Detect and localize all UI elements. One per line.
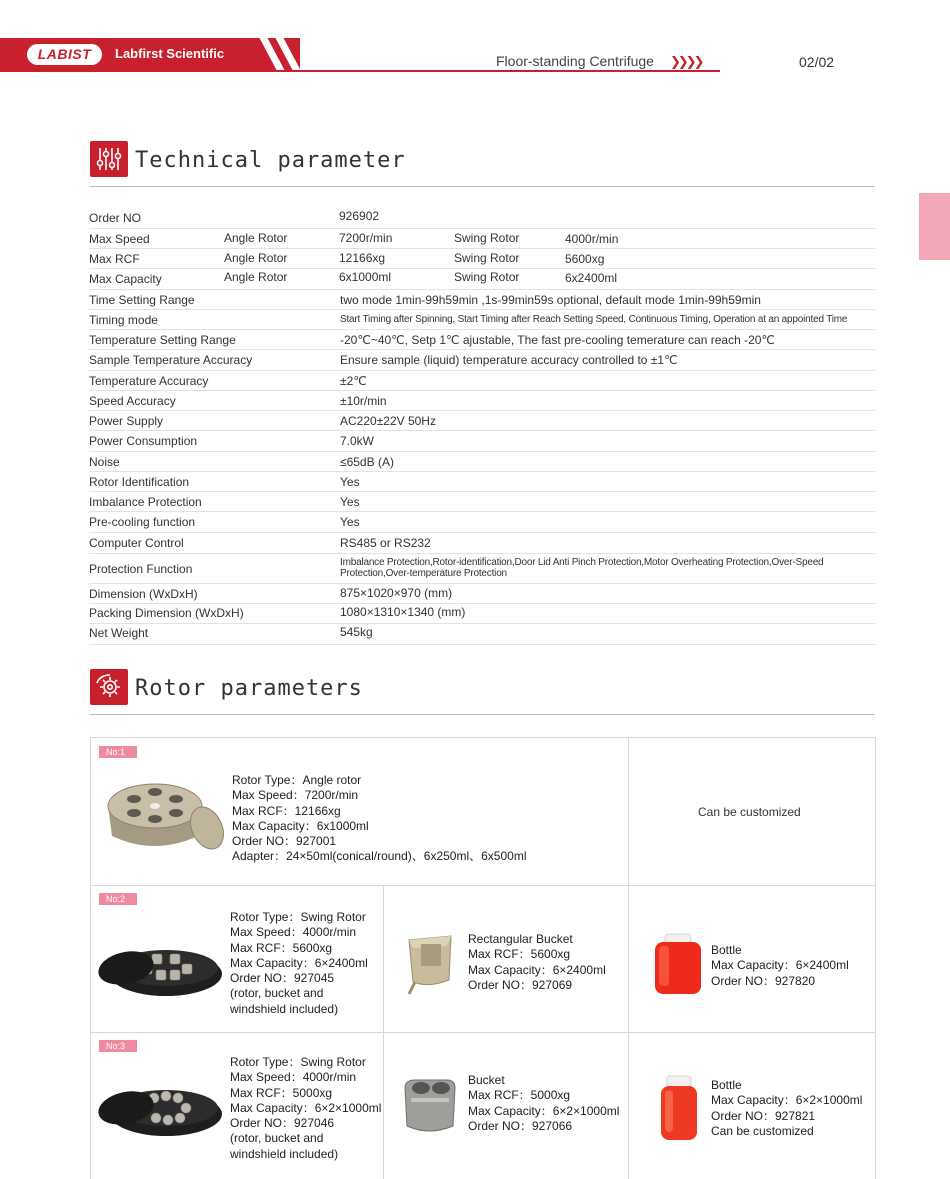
param-label: Net Weight xyxy=(89,626,149,640)
param-value: 12166xg xyxy=(339,251,386,265)
spec-line: Max Speed：4000r/min xyxy=(230,1070,357,1085)
param-label: Protection Function xyxy=(89,562,193,576)
param-row xyxy=(89,431,875,452)
param-value: 7200r/min xyxy=(339,231,393,245)
param-label: Order NO xyxy=(89,211,142,225)
spec-line: Max RCF：5600xg xyxy=(468,947,571,962)
param-label: Temperature Accuracy xyxy=(89,374,209,388)
bottle-specs xyxy=(711,943,849,989)
spec-line: Max Capacity：6×2×1000ml xyxy=(711,1093,863,1108)
spec-line: Max RCF：5000xg xyxy=(468,1088,571,1103)
param-value: 5600xg xyxy=(565,252,605,266)
swing-rotor-image xyxy=(96,938,226,1000)
param-row xyxy=(89,512,875,533)
param-sublabel: Angle Rotor xyxy=(224,270,288,284)
bottle-image xyxy=(651,932,707,996)
param-label: Power Supply xyxy=(89,414,164,428)
bucket-specs xyxy=(468,1073,619,1134)
bucket-image xyxy=(401,1076,459,1138)
brand-logo: LABIST xyxy=(27,44,102,65)
spec-line: Max RCF：5000xg xyxy=(230,1085,333,1100)
angle-rotor-image xyxy=(102,778,226,854)
param-label: Computer Control xyxy=(89,536,184,550)
param-value: 1080×1310×1340 (mm) xyxy=(340,605,466,619)
section-rule xyxy=(90,186,875,187)
document-title: Floor-standing Centrifuge xyxy=(496,53,654,69)
brand-name: Labfirst Scientific xyxy=(115,46,225,61)
param-row xyxy=(89,391,875,411)
section-title-technical: Technical parameter xyxy=(135,148,406,173)
param-row xyxy=(89,604,875,624)
bucket-specs xyxy=(468,932,606,993)
spec-line: Max Speed：7200r/min xyxy=(232,788,359,803)
spec-line: Max Capacity：6×2400ml xyxy=(711,958,849,973)
param-value: 6x1000ml xyxy=(339,270,392,284)
param-row xyxy=(89,350,875,371)
rotor-table-divider xyxy=(383,885,384,1179)
spec-line: Max Capacity：6×2400ml xyxy=(468,962,606,977)
param-label: Dimension (WxDxH) xyxy=(89,587,198,601)
spec-line: Bottle xyxy=(711,943,742,957)
rotor-badge: No:1 xyxy=(99,746,137,758)
param-label: Noise xyxy=(89,455,120,469)
param-value-line: Imbalance Protection,Rotor-identification,Door Lid Anti Pinch Protection,Motor Overheating Protection,Over-Speed xyxy=(340,557,824,568)
spec-line: (rotor, bucket and xyxy=(230,1131,324,1146)
spec-line: Rotor Type：Angle rotor xyxy=(232,773,362,787)
spec-line: windshield included) xyxy=(230,1146,339,1161)
param-sublabel: Angle Rotor xyxy=(224,231,288,245)
section-title-rotor: Rotor parameters xyxy=(135,676,363,701)
param-row xyxy=(89,472,875,492)
param-label: Speed Accuracy xyxy=(89,394,176,408)
param-label: Max RCF xyxy=(89,252,140,266)
param-value: ±10r/min xyxy=(340,394,387,408)
spec-line: (rotor, bucket and xyxy=(230,986,324,1001)
spec-line: Max RCF：5600xg xyxy=(230,940,333,955)
spec-line: Max Capacity：6×2400ml xyxy=(230,955,368,970)
rotor-specs xyxy=(230,910,368,1017)
rotor-badge: No:2 xyxy=(99,893,137,905)
spec-line: Max Capacity：6×2×1000ml xyxy=(230,1100,382,1115)
spec-line: Bucket xyxy=(468,1073,505,1087)
param-value: Yes xyxy=(340,475,360,489)
param-label: Max Speed xyxy=(89,232,150,246)
rotor-table-divider xyxy=(90,885,876,886)
param-value: Yes xyxy=(340,515,360,529)
rotor-badge: No:3 xyxy=(99,1040,137,1052)
spec-line: Max RCF：12166xg xyxy=(232,803,341,818)
param-row xyxy=(89,624,875,645)
param-row xyxy=(89,533,875,554)
param-value: ±2℃ xyxy=(340,374,367,388)
param-value: 6x2400ml xyxy=(565,271,618,285)
param-row-order xyxy=(89,209,875,229)
param-row xyxy=(89,492,875,512)
spec-line: Order NO：927046 xyxy=(230,1116,335,1131)
param-sublabel: Swing Rotor xyxy=(454,270,520,284)
spec-line: Can be customized xyxy=(711,1123,814,1138)
param-label: Timing mode xyxy=(89,313,158,327)
param-sublabel: Swing Rotor xyxy=(454,231,520,245)
param-row xyxy=(89,371,875,391)
param-value: 4000r/min xyxy=(565,232,619,246)
param-label: Power Consumption xyxy=(89,434,198,448)
param-row-max-capacity xyxy=(89,269,875,290)
rotor-table-divider xyxy=(90,1032,876,1033)
param-value-line: Protection,Over-temperature Protection xyxy=(340,568,507,579)
param-label: Packing Dimension (WxDxH) xyxy=(89,606,244,620)
rotor-table-divider xyxy=(628,737,629,1179)
param-value: two mode 1min-99h59min ,1s-99min59s optional, default mode 1min-99h59min xyxy=(340,293,761,307)
param-label: Max Capacity xyxy=(89,272,162,286)
param-label: Rotor Identification xyxy=(89,475,190,489)
spec-line: Order NO：927001 xyxy=(232,834,337,849)
bottle-specs xyxy=(711,1078,862,1139)
page-number: 02/02 xyxy=(799,54,835,70)
param-row xyxy=(89,452,875,472)
param-row xyxy=(89,290,875,310)
param-value: Ensure sample (liquid) temperature accuracy controlled to ±1℃ xyxy=(340,353,678,367)
param-value: ≤65dB (A) xyxy=(340,455,394,469)
swing-rotor-image xyxy=(96,1080,226,1138)
spec-line: Adapter：24×50ml(conical/round)、6x250ml、6x500ml xyxy=(232,849,527,864)
spec-line: Order NO：927821 xyxy=(711,1108,816,1123)
param-value: Yes xyxy=(340,495,360,509)
spec-line: Rotor Type：Swing Rotor xyxy=(230,1055,366,1069)
rotor-specs xyxy=(230,1055,381,1162)
param-row xyxy=(89,411,875,431)
spec-line: Max Capacity：6×2×1000ml xyxy=(468,1103,620,1118)
bottle-image xyxy=(658,1074,700,1142)
param-value: 7.0kW xyxy=(340,434,375,448)
param-row-max-rcf xyxy=(89,249,875,269)
rotor-specs xyxy=(232,773,526,865)
param-label: Temperature Setting Range xyxy=(89,333,236,347)
spec-line: Max Speed：4000r/min xyxy=(230,925,357,940)
param-value: AC220±22V 50Hz xyxy=(340,414,436,428)
param-label: Imbalance Protection xyxy=(89,495,202,509)
param-row xyxy=(89,310,875,330)
section-rule xyxy=(90,714,875,715)
param-value: 926902 xyxy=(339,209,380,223)
sliders-icon xyxy=(90,141,128,177)
spec-line: Rectangular Bucket xyxy=(468,932,573,946)
param-row xyxy=(89,330,875,350)
spec-line: Order NO：927820 xyxy=(711,973,816,988)
spec-line: Order NO：927045 xyxy=(230,971,335,986)
spec-line: windshield included) xyxy=(230,1001,339,1016)
param-value: 545kg xyxy=(340,625,373,639)
param-row xyxy=(89,584,875,604)
param-value: 875×1020×970 (mm) xyxy=(340,586,453,600)
spec-line: Order NO：927069 xyxy=(468,977,573,992)
param-value: -20℃~40℃, Setp 1℃ ajustable, The fast pre-cooling temerature can reach -20℃ xyxy=(340,333,775,347)
param-label: Sample Temperature Accuracy xyxy=(89,353,253,367)
chevrons-icon: ❯❯❯❯ xyxy=(670,54,702,69)
spec-line: Bottle xyxy=(711,1078,742,1092)
param-label: Time Setting Range xyxy=(89,293,195,307)
param-label: Pre-cooling function xyxy=(89,515,196,529)
param-value: RS485 or RS232 xyxy=(340,536,431,550)
param-value: Start Timing after Spinning, Start Timing after Reach Setting Speed, Continuous Timing, Operation at an appointed Time xyxy=(340,314,848,325)
param-row-max-speed xyxy=(89,229,875,249)
param-sublabel: Swing Rotor xyxy=(454,251,520,265)
param-sublabel: Angle Rotor xyxy=(224,251,288,265)
spec-line: Order NO：927066 xyxy=(468,1118,573,1133)
customize-note: Can be customized xyxy=(698,805,801,819)
gear-icon xyxy=(90,669,128,705)
header-underline xyxy=(0,70,720,72)
param-row-protection xyxy=(89,554,875,584)
rectangular-bucket-image xyxy=(403,930,457,996)
side-tab xyxy=(919,193,950,260)
spec-line: Max Capacity：6x1000ml xyxy=(232,818,369,833)
spec-line: Rotor Type：Swing Rotor xyxy=(230,910,366,924)
